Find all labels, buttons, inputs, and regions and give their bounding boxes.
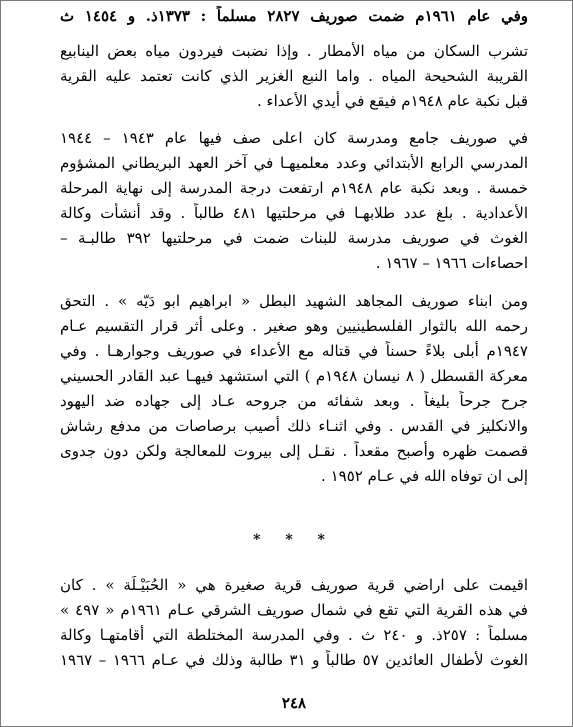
paragraph-line: في هذه القرية التي تقع في شمال صوريف الشرقي عـام ١٩٦١م « ٤٩٧ »	[60, 601, 528, 619]
section-separator: * * *	[253, 532, 335, 548]
paragraph-line: اقيمت على اراضي قرية صوريف قرية صغيرة هي « الحُبَيْـلَة » . كان	[60, 576, 528, 594]
paragraph-line: مسلماً : ٢٥٧ذ. و ٢٤٠ ث . وفي المدرسة المختلطة التي أقامتهـا وكالة	[60, 626, 528, 644]
paragraph-line: الأعدادية . بلغ عدد طلابهـا في مرحلتيها ٤٨١ طالباً . وقد أنشأت وكالة	[60, 204, 528, 222]
paragraph-line: تشرب السكان من مياه الأمطار . وإذا نضبت فيردون مياه بعض الينابيع	[60, 42, 528, 60]
paragraph-line: المدرسي الرابع الأبتدائي وعدد معلميهـا في آخر العهد البريطاني المشؤوم	[60, 154, 528, 172]
intro-line: وفي عام ١٩٦١م ضمت صوريف ٢٨٢٧ مسلماً : ١٣٧٣ذ. و ١٤٥٤ ث	[60, 7, 528, 25]
paragraph-line: قصمت ظهره وأصبح مقعداً . نقـل إلى بيروت للمعالجة ولكن دون جدوى	[60, 442, 528, 460]
paragraph-line: معركة القسطل ( ٨ نيسان ١٩٤٨م ) التي استشهد فيهـا عبد القادر الحسيني	[60, 367, 528, 385]
paragraph-line: الغوث لأطفال العائدين ٥٧ طالباً و ٣١ طالبة وذلك في عـام ١٩٦٦ – ١٩٦٧	[60, 651, 528, 669]
page-number: ٢٤٨	[281, 694, 307, 712]
paragraph-line: إلى ان توفاه الله في عـام ١٩٥٢ .	[321, 467, 528, 485]
paragraph-line: جرح جرحاً بليغاً . وبعد شفائه من جروحه عـاد إلى جهاده ضد اليهود	[60, 392, 528, 410]
paragraph-line: قبل نكبة عام ١٩٤٨م فيقع في أيدي الأعداء .	[257, 92, 528, 110]
paragraph-line: القريبة الشحيحة المياه . واما النبع الغزير الذي كانت تعتمد عليه القرية	[60, 67, 528, 85]
paragraph-line: في صوريف جامع ومدرسة كان اعلى صف فيها عام ١٩٤٣ – ١٩٤٤	[60, 129, 528, 147]
document-page	[60, 0, 528, 727]
paragraph-line: رحمه الله بالثوار الفلسطينيين وهو صغير . وعلى أثر قرار التقسيم عـام	[60, 317, 528, 335]
paragraph-line: الغوث في صوريف مدرسة للبنات ضمت في مرحلتيها ٣٩٢ طالبـة –	[60, 229, 528, 247]
paragraph-line: خمسة . وبعد نكبة عام ١٩٤٨م ارتفعت درجة المدرسة إلى نهاية المرحلة	[60, 179, 528, 197]
paragraph-line: والانكليز في القدس . وفي اثنـاء ذلك أصيب برصاصات من مدفع رشاش	[60, 417, 528, 435]
paragraph-line: احصاءات ١٩٦٦ – ١٩٦٧ .	[375, 254, 528, 272]
paragraph-line: ومن ابناء صوريف المجاهد الشهيد البطل « ابراهيم ابو دَيّه » . التحق	[60, 292, 528, 310]
paragraph-line: ١٩٤٧م أبلى بلاءً حسناً في قتاله مع الأعداء في صوريف وجوارهـا . وفي	[60, 342, 528, 360]
